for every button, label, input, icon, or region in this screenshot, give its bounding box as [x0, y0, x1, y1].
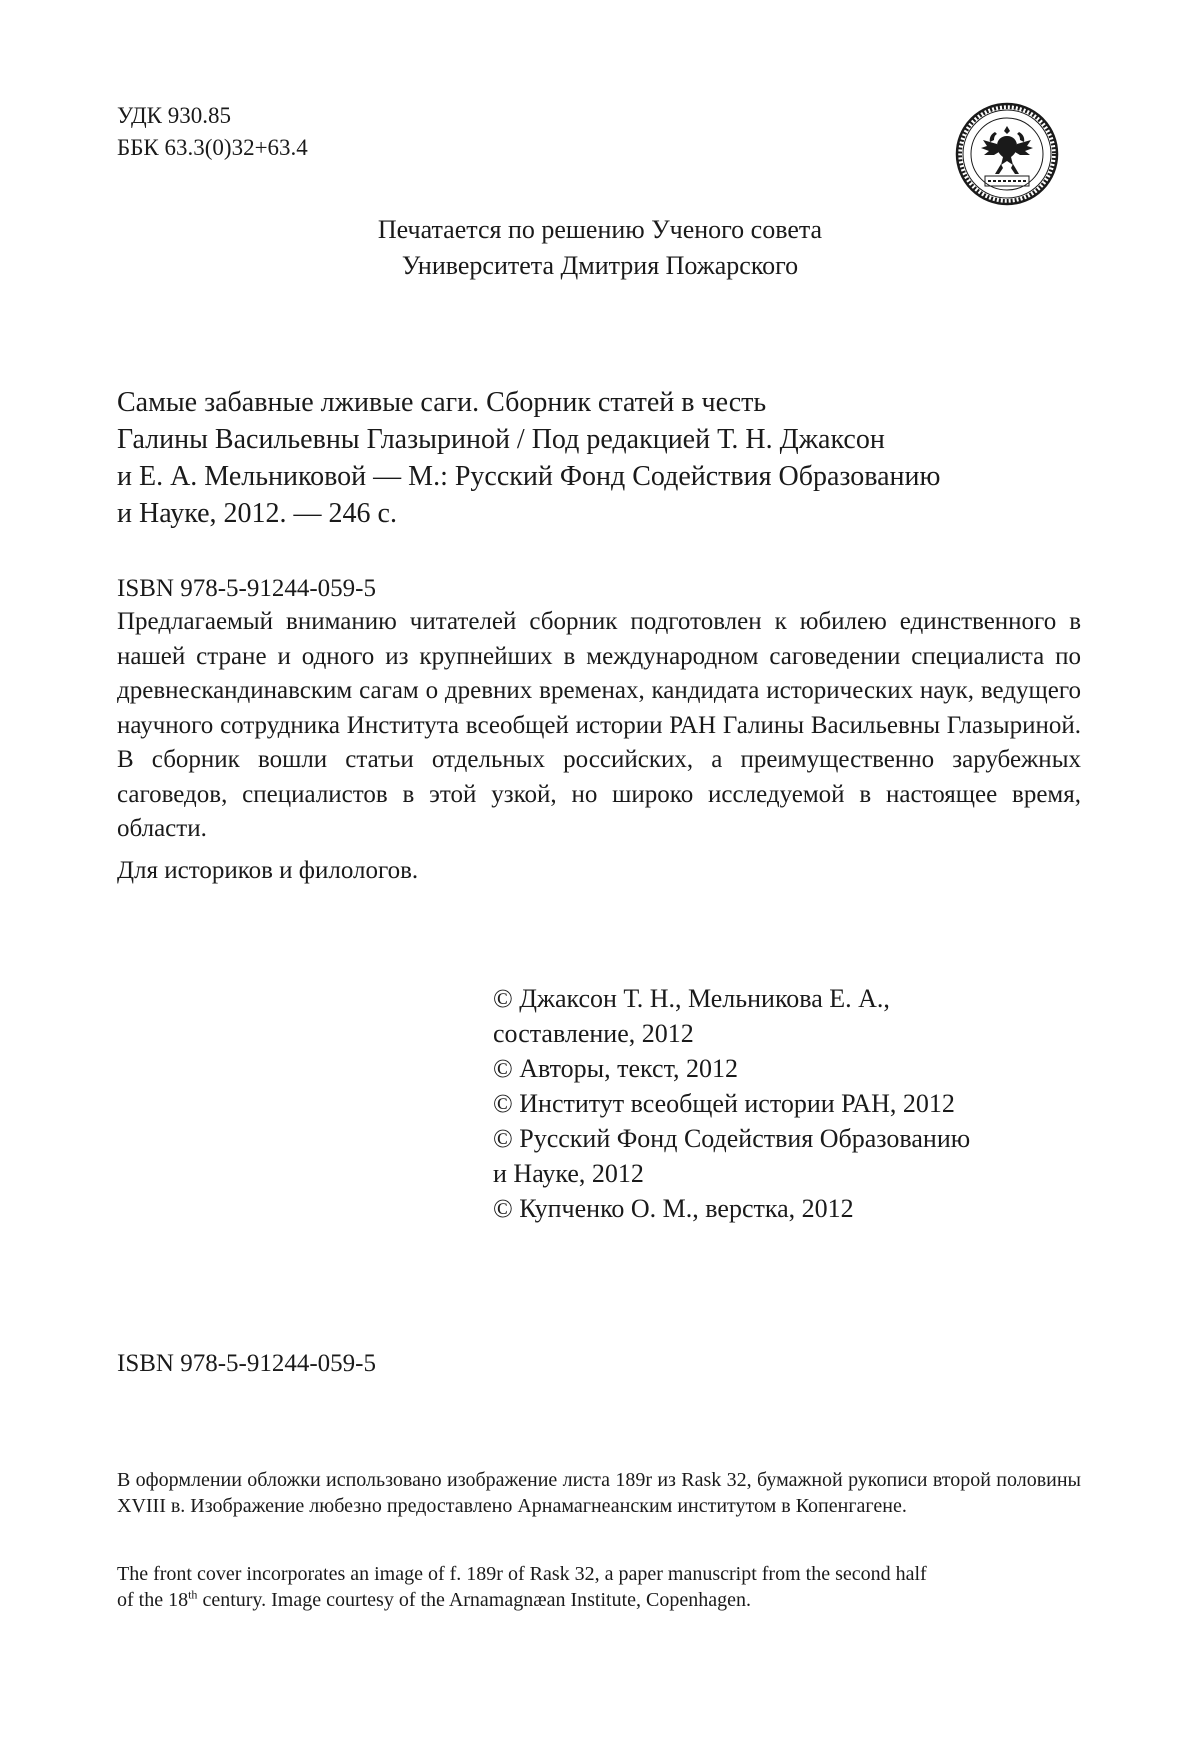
approval-line: Университета Дмитрия Пожарского — [401, 251, 799, 280]
double-headed-eagle-seal-icon — [955, 102, 1059, 206]
bbk-code: ББК 63.3(0)32+63.4 — [117, 135, 308, 160]
classification-codes — [117, 100, 308, 164]
cover-note-line — [117, 1587, 1081, 1613]
copyright-line: © Джаксон Т. Н., Мельникова Е. А., — [493, 984, 890, 1013]
copyright-line: составление, 2012 — [493, 1019, 694, 1048]
copyright-line: © Купченко О. М., верстка, 2012 — [493, 1194, 854, 1223]
udk-code: УДК 930.85 — [117, 103, 231, 128]
cover-note-russian: В оформлении обложки использовано изображение листа 189r из Rask 32, бумажной рукописи второй половины XVIII в. Изображение любезно предоставлено Арнамагнеанским институтом в Копенгагене. — [117, 1469, 1081, 1517]
copyright-block — [493, 981, 1053, 1226]
biblio-line: и Науке, 2012. — 246 с. — [117, 498, 397, 529]
approval-notice — [0, 212, 1200, 284]
bibliographic-record — [117, 384, 1077, 532]
cover-note-english — [117, 1561, 1081, 1613]
isbn-bottom: ISBN 978-5-91244-059-5 — [117, 1350, 377, 1377]
copyright-line: и Науке, 2012 — [493, 1159, 644, 1188]
copyright-line: © Русский Фонд Содействия Образованию — [493, 1124, 971, 1153]
biblio-line: и Е. А. Мельниковой — М.: Русский Фонд Содействия Образованию — [117, 461, 941, 492]
copyright-line: © Институт всеобщей истории РАН, 2012 — [493, 1089, 955, 1118]
biblio-line: Галины Васильевны Глазыриной / Под редакцией Т. Н. Джаксон — [117, 424, 885, 455]
isbn-top: ISBN 978-5-91244-059-5 — [117, 575, 377, 602]
cover-note-line: The front cover incorporates an image of f. 189r of Rask 32, a paper manuscript from the second half — [117, 1563, 927, 1585]
copyright-line: © Авторы, текст, 2012 — [493, 1054, 738, 1083]
ordinal-suffix: th — [188, 1587, 198, 1602]
cover-note-text: of the 18 — [117, 1589, 189, 1611]
biblio-line: Самые забавные лживые саги. Сборник статей в честь — [117, 387, 767, 418]
abstract: Предлагаемый вниманию читателей сборник подготовлен к юбилею единственного в нашей стране и одного из крупнейших в международном саговедении специалиста по древнескандинавским сагам о древних временах, кандидата исторических наук, ведущего научного сотрудника Института всеобщей истории РАН Галины Васильевны Глазыриной. В сборник вошли статьи отдельных российских, а преимущественно зарубежных саговедов, специалистов в этой узкой, но широко исследуемой в настоящее время, области. — [117, 608, 1081, 842]
audience-note: Для историков и филологов. — [117, 857, 419, 884]
approval-line: Печатается по решению Ученого совета — [377, 215, 823, 244]
cover-note-text: century. Image courtesy of the Arnamagnæan Institute, Copenhagen. — [197, 1589, 751, 1611]
